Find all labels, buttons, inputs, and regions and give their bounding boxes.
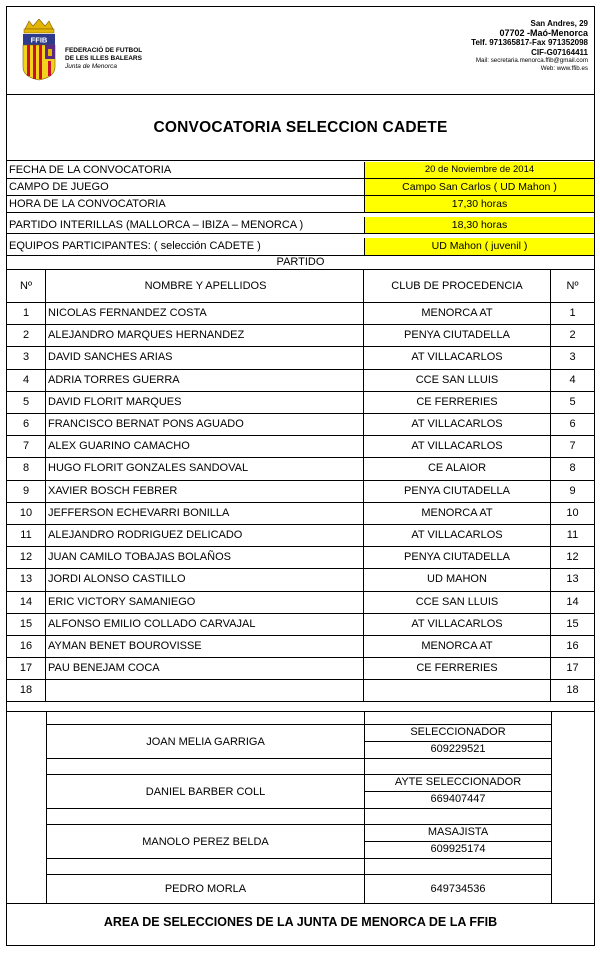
row-number: 1	[7, 303, 46, 324]
player-name: ADRIA TORRES GUERRA	[46, 370, 364, 391]
table-row	[7, 658, 594, 680]
row-number-2: 16	[566, 640, 579, 652]
org-line-2: DE LES ILLES BALEARS	[65, 55, 142, 62]
table-row	[7, 303, 594, 325]
row-number-2: 7	[569, 440, 576, 453]
row-number-2: 5	[569, 395, 576, 408]
info-label: EQUIPOS PARTICIPANTES: ( selección CADETE )	[7, 238, 365, 255]
row-number: 5	[7, 392, 46, 413]
staff-role: AYTE SELECCIONADOR	[394, 776, 522, 788]
spacer-row	[7, 703, 594, 712]
player-club: PENYA CIUTADELLA	[364, 481, 551, 502]
table-row	[7, 503, 594, 525]
row-number-2: 10	[566, 506, 579, 519]
player-name: NICOLAS FERNANDEZ COSTA	[46, 303, 364, 324]
table-row	[7, 547, 594, 569]
staff-name: PEDRO MORLA	[164, 883, 247, 895]
player-club: CE FERRERIES	[364, 658, 551, 679]
document-page	[6, 6, 595, 946]
player-club: MENORCA AT	[364, 636, 551, 657]
info-row-field	[7, 179, 594, 196]
row-number: 11	[7, 525, 46, 546]
player-club: AT VILLACARLOS	[364, 436, 551, 457]
info-value: 20 de Noviembre de 2014	[365, 162, 594, 178]
address-cif: CIF-G07164411	[531, 47, 588, 57]
player-club: AT VILLACARLOS	[364, 414, 551, 435]
address-mail: Mail: secretaria.menorca.ffib@gmail.com	[475, 57, 588, 64]
row-number: 9	[7, 481, 46, 502]
row-number: 3	[7, 347, 46, 368]
row-number-2: 9	[569, 484, 576, 497]
letterhead	[7, 7, 594, 95]
player-name: XAVIER BOSCH FEBRER	[46, 481, 364, 502]
row-number: 4	[7, 370, 46, 391]
table-row	[7, 614, 594, 636]
row-number: 13	[7, 569, 46, 590]
player-name: ALEJANDRO RODRIGUEZ DELICADO	[46, 525, 364, 546]
table-row	[7, 458, 594, 480]
staff-phone: 649734536	[430, 883, 486, 895]
player-club: CE FERRERIES	[364, 392, 551, 413]
staff-phone: 669407447	[430, 793, 486, 805]
row-number-2: 18	[566, 684, 579, 697]
staff-role: SELECCIONADOR	[410, 726, 506, 738]
table-row	[7, 525, 594, 547]
staff-name: DANIEL BARBER COLL	[145, 786, 266, 798]
table-header	[7, 270, 594, 303]
info-label: CAMPO DE JUEGO	[7, 179, 365, 195]
row-number-2: 17	[566, 662, 579, 675]
table-row	[7, 370, 594, 392]
player-name: ALEX GUARINO CAMACHO	[46, 436, 364, 457]
table-row	[7, 392, 594, 414]
player-club: CE ALAIOR	[364, 458, 551, 479]
info-row-teams	[7, 238, 594, 256]
info-label: HORA DE LA CONVOCATORIA	[7, 196, 365, 212]
player-name: ALEJANDRO MARQUES HERNANDEZ	[46, 325, 364, 346]
staff-name: JOAN MELIA GARRIGA	[146, 736, 265, 748]
row-number-2: 11	[566, 529, 579, 541]
table-row	[7, 481, 594, 503]
player-club: MENORCA AT	[364, 303, 551, 324]
player-name: DAVID FLORIT MARQUES	[46, 392, 364, 413]
player-name: JORDI ALONSO CASTILLO	[46, 569, 364, 590]
info-row-match	[7, 217, 594, 234]
organization-name	[65, 47, 142, 71]
table-row	[7, 636, 594, 658]
row-number-2: 2	[569, 329, 576, 342]
row-number: 15	[7, 614, 46, 635]
player-name: DAVID SANCHES ARIAS	[46, 347, 364, 368]
player-club: UD MAHON	[364, 569, 551, 590]
info-value: 17,30 horas	[365, 196, 594, 212]
table-row	[7, 325, 594, 347]
row-number: 16	[7, 636, 46, 657]
header-name: NOMBRE Y APELLIDOS	[46, 270, 364, 302]
staff-role: MASAJISTA	[427, 826, 489, 838]
ffib-crest-logo	[19, 19, 59, 81]
row-number-2: 12	[566, 551, 579, 564]
row-number: 18	[7, 680, 46, 701]
info-row-time	[7, 196, 594, 213]
table-row	[7, 436, 594, 458]
row-number-2: 8	[569, 462, 576, 475]
header-number-2: Nº	[566, 280, 579, 292]
row-number: 12	[7, 547, 46, 568]
row-number-2: 14	[566, 595, 579, 608]
org-line-1: FEDERACIÓ DE FUTBOL	[65, 47, 143, 54]
svg-text:FFIB: FFIB	[30, 35, 48, 45]
staff-table	[7, 712, 594, 904]
address-postal: 07702 -Maó-Menorca	[499, 27, 588, 38]
player-club: PENYA CIUTADELLA	[364, 547, 551, 568]
row-number-2: 6	[569, 418, 576, 430]
player-name: ERIC VICTORY SAMANIEGO	[46, 592, 364, 613]
info-value: UD Mahon ( juvenil )	[365, 238, 594, 255]
partido-label: PARTIDO	[7, 256, 594, 270]
player-name: JUAN CAMILO TOBAJAS BOLAÑOS	[46, 547, 364, 568]
row-number: 8	[7, 458, 46, 479]
info-label: PARTIDO INTERILLAS (MALLORCA – IBIZA – MENORCA )	[7, 217, 365, 233]
info-value: 18,30 horas	[365, 217, 594, 233]
info-label: FECHA DE LA CONVOCATORIA	[7, 162, 365, 178]
document-title: CONVOCATORIA SELECCION CADETE	[7, 95, 594, 161]
table-row	[7, 414, 594, 436]
player-name: JEFFERSON ECHEVARRI BONILLA	[46, 503, 364, 524]
staff-name: MANOLO PEREZ BELDA	[142, 836, 269, 848]
row-number-2: 15	[566, 617, 579, 630]
info-row-date	[7, 162, 594, 179]
table-row	[7, 347, 594, 369]
table-row	[7, 569, 594, 591]
player-club: MENORCA AT	[364, 503, 551, 524]
table-row	[7, 680, 594, 702]
player-name: AYMAN BENET BOUROVISSE	[46, 636, 364, 657]
row-number: 14	[7, 592, 46, 613]
header-number: Nº	[7, 270, 46, 302]
player-club: PENYA CIUTADELLA	[364, 325, 551, 346]
player-name: FRANCISCO BERNAT PONS AGUADO	[46, 414, 364, 435]
row-number-2: 4	[569, 373, 576, 386]
player-name	[46, 680, 364, 701]
staff-phone: 609925174	[430, 843, 486, 855]
player-club: AT VILLACARLOS	[364, 525, 551, 546]
header-club: CLUB DE PROCEDENCIA	[364, 270, 551, 302]
row-number: 7	[7, 436, 46, 457]
player-club: AT VILLACARLOS	[364, 614, 551, 635]
contact-block	[471, 19, 588, 73]
address-phone: Telf. 971365817-Fax 971352098	[471, 38, 588, 47]
table-row	[7, 592, 594, 614]
player-name: ALFONSO EMILIO COLLADO CARVAJAL	[46, 614, 364, 635]
player-club: CCE SAN LLUIS	[364, 370, 551, 391]
address-street: San Andres, 29	[530, 19, 588, 28]
row-number-2: 1	[569, 307, 576, 319]
player-name: PAU BENEJAM COCA	[46, 658, 364, 679]
row-number-2: 3	[569, 351, 576, 364]
player-name: HUGO FLORIT GONZALES SANDOVAL	[46, 458, 364, 479]
player-club: AT VILLACARLOS	[364, 347, 551, 368]
staff-phone: 609229521	[430, 743, 486, 755]
player-club	[364, 680, 551, 701]
row-number: 2	[7, 325, 46, 346]
footer-title: AREA DE SELECCIONES DE LA JUNTA DE MENORCA DE LA FFIB	[103, 914, 498, 929]
player-club: CCE SAN LLUIS	[364, 592, 551, 613]
row-number: 6	[7, 414, 46, 435]
address-web: Web: www.ffib.es	[540, 65, 588, 72]
row-number-2: 13	[566, 573, 579, 586]
info-value: Campo San Carlos ( UD Mahon )	[365, 179, 594, 195]
row-number: 10	[7, 503, 46, 524]
org-line-3: Junta de Menorca	[65, 63, 118, 70]
row-number: 17	[7, 658, 46, 679]
